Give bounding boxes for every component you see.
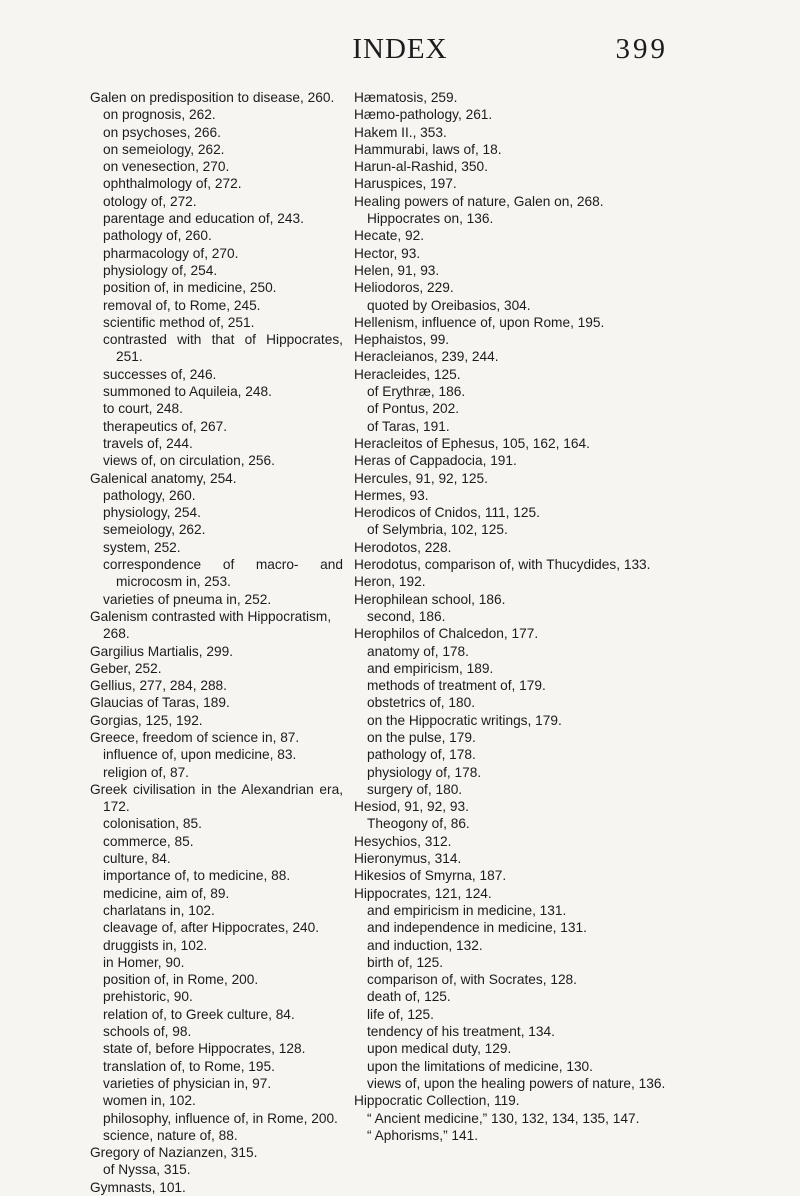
index-subentry: views of, upon the healing powers of nature, 136.: [367, 1075, 666, 1091]
index-entry: Hæmo-pathology, 261.: [354, 107, 493, 123]
index-subentry: influence of, upon medicine, 83.: [103, 747, 297, 763]
index-entry: Hector, 93.: [354, 245, 421, 261]
index-entry: Gellius, 277, 284, 288.: [90, 678, 227, 694]
index-entry: Hieronymus, 314.: [354, 851, 462, 867]
index-subentry: of Nyssa, 315.: [103, 1162, 191, 1178]
index-subentry: tendency of his treatment, 134.: [367, 1024, 555, 1040]
index-subentry: Theogony of, 86.: [367, 816, 470, 832]
index-subentry: culture, 84.: [103, 851, 171, 867]
index-entry: Gorgias, 125, 192.: [90, 712, 203, 728]
index-entry: Hercules, 91, 92, 125.: [354, 470, 488, 486]
index-entry: Herodotus, comparison of, with Thucydides, 133.: [354, 557, 651, 573]
index-subentry: religion of, 87.: [103, 764, 189, 780]
index-subentry: position of, in Rome, 200.: [103, 972, 259, 988]
index-entry: Heracleides, 125.: [354, 366, 461, 382]
index-subentry: and independence in medicine, 131.: [367, 920, 587, 936]
index-subentry: pathology, 260.: [103, 487, 196, 503]
index-subentry: relation of, to Greek culture, 84.: [103, 1006, 295, 1022]
index-subentry: physiology of, 178.: [367, 764, 482, 780]
index-entry: Galenism contrasted with Hippocratism, 268.: [90, 608, 332, 642]
index-entry: Heliodoros, 229.: [354, 280, 454, 296]
index-column-right: [354, 89, 666, 1144]
index-subentry: comparison of, with Socrates, 128.: [367, 972, 577, 988]
index-subentry: ophthalmology of, 272.: [103, 176, 242, 192]
index-entry: Herophilean school, 186.: [354, 591, 506, 607]
index-entry: Hesiod, 91, 92, 93.: [354, 799, 469, 815]
index-subentry: prehistoric, 90.: [103, 989, 193, 1005]
index-entry: Hephaistos, 99.: [354, 332, 450, 348]
index-entry: Hermes, 93.: [354, 487, 429, 503]
index-subentry: importance of, to medicine, 88.: [103, 868, 291, 884]
index-subentry: and empiricism in medicine, 131.: [367, 902, 567, 918]
page-number: 399: [615, 33, 668, 65]
index-entry: Hakem II., 353.: [354, 124, 447, 140]
index-entry: Hikesios of Smyrna, 187.: [354, 868, 507, 884]
index-subentry: scientific method of, 251.: [103, 314, 255, 330]
index-subentry: obstetrics of, 180.: [367, 695, 476, 711]
index-entry: Gargilius Martialis, 299.: [90, 643, 234, 659]
index-subentry: death of, 125.: [367, 989, 451, 1005]
index-subentry: life of, 125.: [367, 1006, 434, 1022]
index-entry: Hammurabi, laws of, 18.: [354, 141, 502, 157]
index-entry: Geber, 252.: [90, 660, 162, 676]
index-subentry: medicine, aim of, 89.: [103, 885, 230, 901]
index-subentry: system, 252.: [103, 539, 181, 555]
index-subentry: summoned to Aquileia, 248.: [103, 384, 272, 400]
index-subentry: pathology of, 178.: [367, 747, 476, 763]
index-subentry: schools of, 98.: [103, 1024, 192, 1040]
index-subentry: contrasted with that of Hippocrates, 251.: [103, 332, 343, 365]
page-title: INDEX: [352, 33, 448, 65]
index-subentry: pathology of, 260.: [103, 228, 212, 244]
index-subentry: parentage and education of, 243.: [103, 211, 304, 227]
index-entry: Herophilos of Chalcedon, 177.: [354, 626, 539, 642]
index-subentry: of Pontus, 202.: [367, 401, 460, 417]
index-subentry: cleavage of, after Hippocrates, 240.: [103, 920, 320, 936]
index-entry: Herodicos of Cnidos, 111, 125.: [354, 505, 540, 521]
index-subentry: and empiricism, 189.: [367, 660, 494, 676]
index-subentry: colonisation, 85.: [103, 816, 202, 832]
index-subentry: women in, 102.: [103, 1093, 196, 1109]
index-entry: Greek civilisation in the Alexandrian era, 172.: [90, 781, 343, 815]
index-entry: Hesychios, 312.: [354, 833, 452, 849]
index-entry: Galenical anatomy, 254.: [90, 470, 237, 486]
index-subentry: otology of, 272.: [103, 193, 197, 209]
index-subentry: in Homer, 90.: [103, 954, 185, 970]
index-entry: Healing powers of nature, Galen on, 268.: [354, 193, 604, 209]
index-subentry: birth of, 125.: [367, 954, 444, 970]
index-entry: Glaucias of Taras, 189.: [90, 695, 230, 711]
index-subentry: of Erythræ, 186.: [367, 384, 466, 400]
index-subentry: semeiology, 262.: [103, 522, 206, 538]
index-entry: Hellenism, influence of, upon Rome, 195.: [354, 314, 605, 330]
index-subentry: quoted by Oreibasios, 304.: [367, 297, 531, 313]
index-subentry: on prognosis, 262.: [103, 107, 216, 123]
index-entry: Hippocrates, 121, 124.: [354, 885, 492, 901]
index-subentry: state of, before Hippocrates, 128.: [103, 1041, 306, 1057]
index-subentry: second, 186.: [367, 608, 446, 624]
index-subentry: commerce, 85.: [103, 833, 194, 849]
index-subentry: successes of, 246.: [103, 366, 217, 382]
index-subentry: pharmacology of, 270.: [103, 245, 239, 261]
index-subentry: on the Hippocratic writings, 179.: [367, 712, 562, 728]
index-subentry: surgery of, 180.: [367, 781, 463, 797]
index-entry: Hippocratic Collection, 119.: [354, 1093, 520, 1109]
index-subentry: views of, on circulation, 256.: [103, 453, 275, 469]
index-subentry: varieties of pneuma in, 252.: [103, 591, 272, 607]
index-subentry: Hippocrates on, 136.: [367, 211, 494, 227]
index-subentry: on venesection, 270.: [103, 159, 230, 175]
index-entry: Heron, 192.: [354, 574, 426, 590]
index-subentry: upon medical duty, 129.: [367, 1041, 512, 1057]
index-subentry: position of, in medicine, 250.: [103, 280, 277, 296]
index-entry: Heracleianos, 239, 244.: [354, 349, 499, 365]
index-subentry: philosophy, influence of, in Rome, 200.: [103, 1110, 338, 1126]
index-subentry: on semeiology, 262.: [103, 141, 225, 157]
index-subentry: science, nature of, 88.: [103, 1127, 238, 1143]
index-entry: Harun-al-Rashid, 350.: [354, 159, 488, 175]
index-entry: Hæmatosis, 259.: [354, 90, 458, 105]
index-entry: Helen, 91, 93.: [354, 262, 440, 278]
index-entry: Haruspices, 197.: [354, 176, 457, 192]
index-subentry: upon the limitations of medicine, 130.: [367, 1058, 593, 1074]
index-subentry: “ Aphorisms,” 141.: [367, 1127, 479, 1143]
index-subentry: removal of, to Rome, 245.: [103, 297, 261, 313]
index-entry: Galen on predisposition to disease, 260.: [90, 90, 335, 105]
index-entry: Heras of Cappadocia, 191.: [354, 453, 517, 469]
index-subentry: charlatans in, 102.: [103, 902, 215, 918]
index-entry: Hecate, 92.: [354, 228, 425, 244]
index-subentry: “ Ancient medicine,” 130, 132, 134, 135, 147.: [367, 1110, 640, 1126]
index-subentry: on psychoses, 266.: [103, 124, 221, 140]
index-subentry: physiology of, 254.: [103, 262, 218, 278]
index-subentry: methods of treatment of, 179.: [367, 678, 546, 694]
page-header: [0, 34, 800, 64]
index-entry: Gymnasts, 101.: [90, 1179, 186, 1195]
index-subentry: physiology, 254.: [103, 505, 201, 521]
index-subentry: and induction, 132.: [367, 937, 483, 953]
index-entry: Greece, freedom of science in, 87.: [90, 729, 300, 745]
index-subentry: to court, 248.: [103, 401, 183, 417]
index-subentry: druggists in, 102.: [103, 937, 208, 953]
index-subentry: of Selymbria, 102, 125.: [367, 522, 508, 538]
index-subentry: on the pulse, 179.: [367, 729, 476, 745]
index-subentry: anatomy of, 178.: [367, 643, 469, 659]
index-entry: Heracleitos of Ephesus, 105, 162, 164.: [354, 435, 590, 451]
index-subentry: correspondence of macro- and microcosm in, 253.: [103, 557, 343, 590]
index-subentry: travels of, 244.: [103, 435, 193, 451]
index-subentry: of Taras, 191.: [367, 418, 450, 434]
index-subentry: varieties of physician in, 97.: [103, 1075, 272, 1091]
index-column-left: [90, 89, 343, 1196]
index-entry: Herodotos, 228.: [354, 539, 452, 555]
index-entry: Gregory of Nazianzen, 315.: [90, 1145, 258, 1161]
index-subentry: therapeutics of, 267.: [103, 418, 228, 434]
index-subentry: translation of, to Rome, 195.: [103, 1058, 275, 1074]
